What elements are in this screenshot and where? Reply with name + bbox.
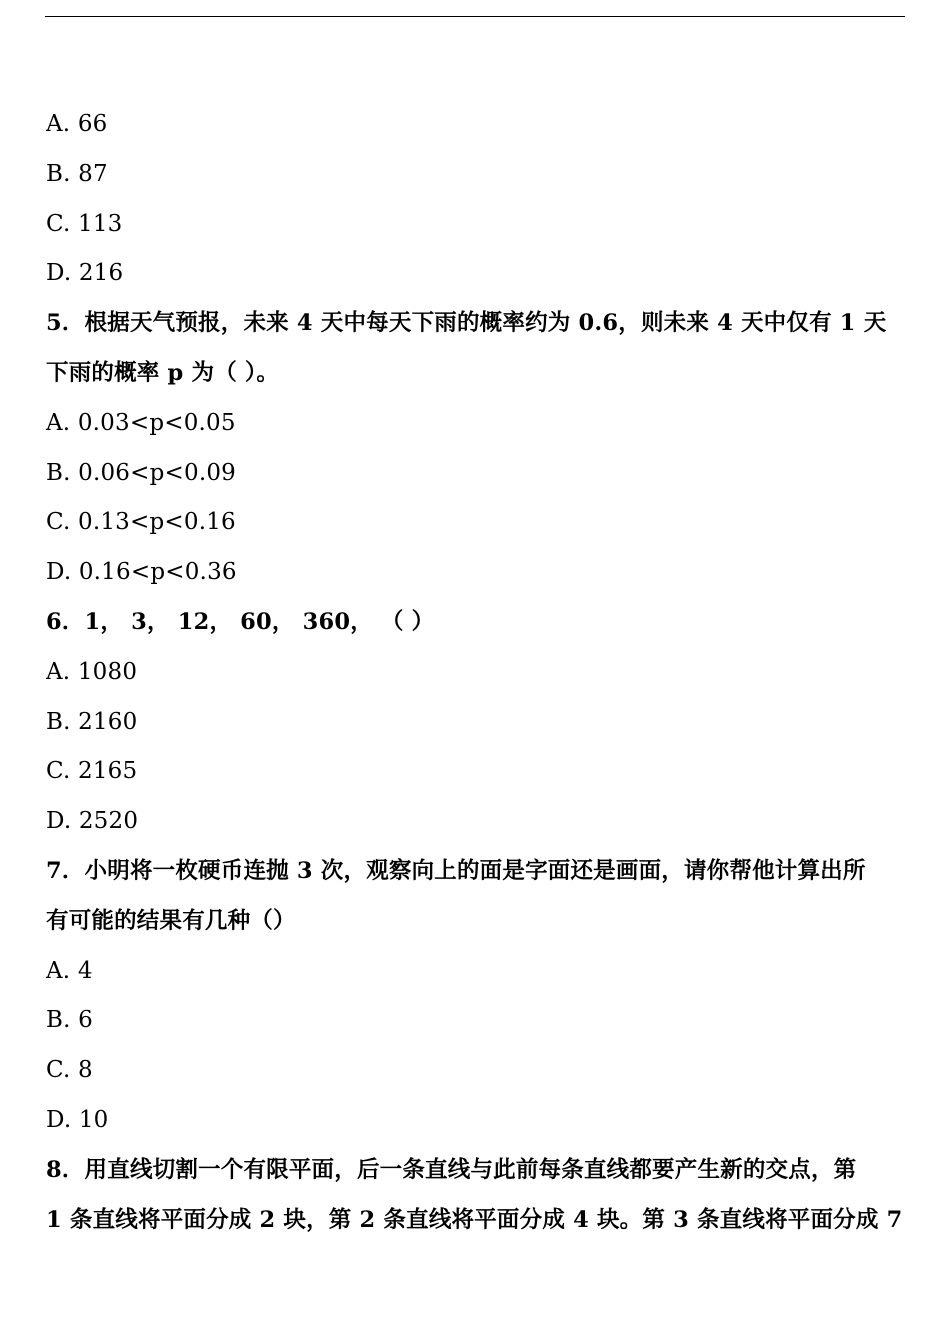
- option-7c: C. 8: [46, 1057, 93, 1084]
- option-5a: A. 0.03<p<0.05: [46, 409, 236, 436]
- document-body: [46, 100, 908, 1245]
- option-6c: C. 2165: [46, 758, 138, 785]
- header-rule: [45, 16, 905, 17]
- question-5-stem-line1: 5．根据天气预报，未来 4 天中每天下雨的概率约为 0.6，则未来 4 天中仅有 1 天: [46, 310, 887, 337]
- question-7-stem-line1: 7．小明将一枚硬币连抛 3 次，观察向上的面是字面还是画面，请你帮他计算出所: [46, 857, 866, 884]
- question-5-stem-line2: 下雨的概率 p 为（ ）。: [46, 359, 280, 386]
- option-6d: D. 2520: [46, 808, 139, 835]
- option-5d: D. 0.16<p<0.36: [46, 559, 237, 586]
- option-6b: B. 2160: [46, 708, 138, 735]
- option-5c: C. 0.13<p<0.16: [46, 509, 236, 536]
- option-4d: D. 216: [46, 260, 124, 287]
- option-5b: B. 0.06<p<0.09: [46, 459, 237, 486]
- option-7a: A. 4: [46, 957, 93, 984]
- option-4a: A. 66: [46, 111, 108, 137]
- question-8-stem-line2: 1 条直线将平面分成 2 块，第 2 条直线将平面分成 4 块。第 3 条直线将平面分成 7: [46, 1206, 903, 1233]
- question-7-stem-line2: 有可能的结果有几种（）: [46, 907, 296, 934]
- option-4b: B. 87: [46, 160, 108, 187]
- question-6-stem: 6．1， 3， 12， 60， 360， （ ）: [46, 608, 435, 635]
- option-7b: B. 6: [46, 1007, 93, 1034]
- question-8-stem-line1: 8．用直线切割一个有限平面，后一条直线与此前每条直线都要产生新的交点，第: [46, 1156, 857, 1183]
- option-6a: A. 1080: [46, 658, 138, 685]
- option-7d: D. 10: [46, 1106, 109, 1133]
- option-4c: C. 113: [46, 210, 123, 237]
